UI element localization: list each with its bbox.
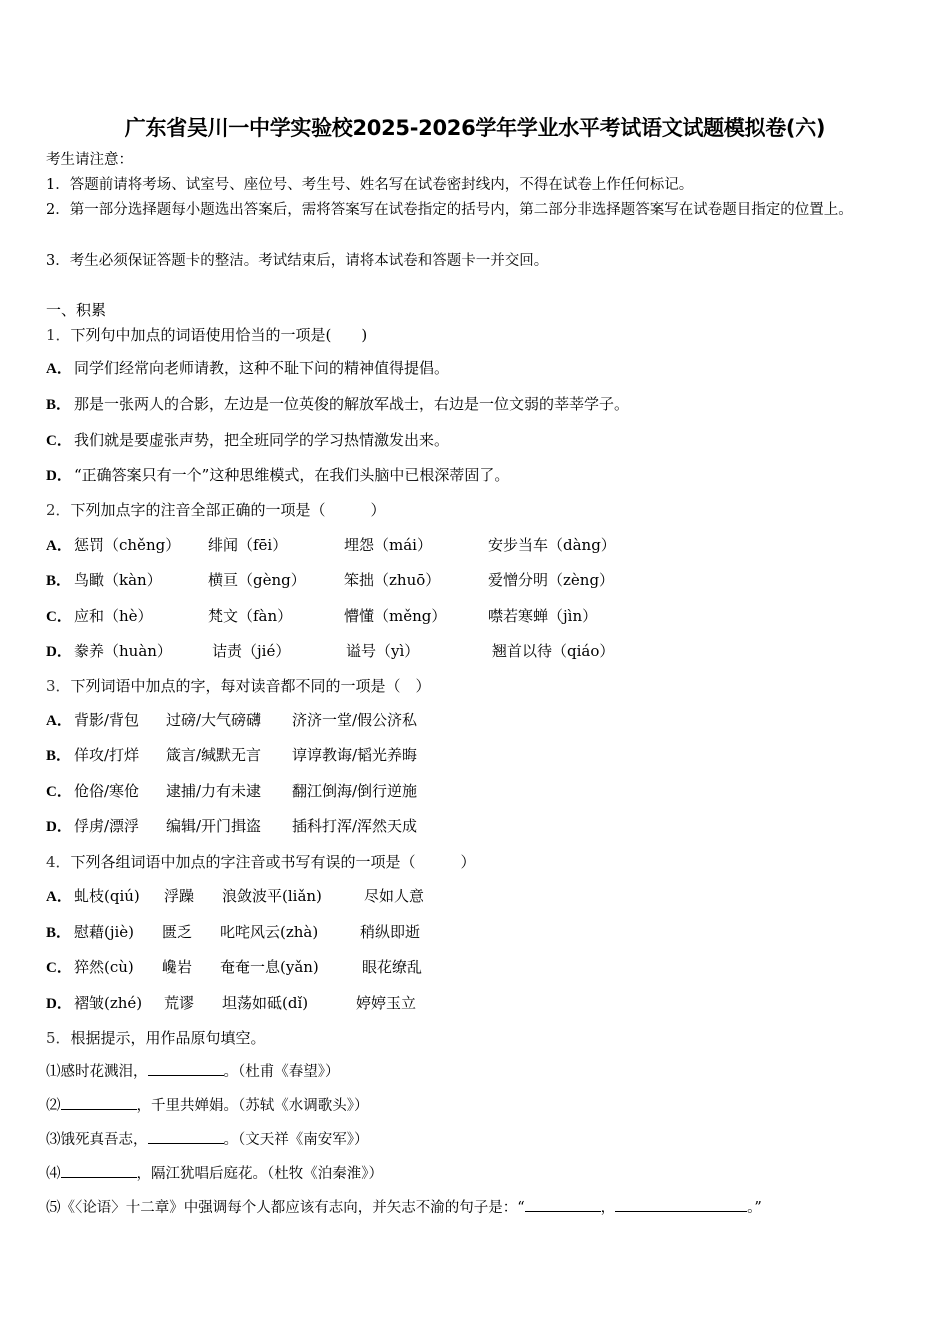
- q3-option-c: [46, 781, 926, 803]
- answer-blank[interactable]: [61, 1163, 137, 1178]
- page-title: 广东省吴川一中学实验校2025-2026学年学业水平考试语文试题模拟卷(六): [124, 116, 826, 140]
- option-cell: 鸟瞰（kàn）: [74, 571, 162, 589]
- option-cell: 稍纵即逝: [360, 923, 421, 941]
- option-cell: 横亘（gèng）: [208, 571, 306, 589]
- option-label: A．: [46, 889, 72, 905]
- option-cell: 谥号（yì）: [346, 642, 420, 660]
- q5-item-4: [46, 1163, 383, 1184]
- answer-blank[interactable]: [525, 1197, 601, 1212]
- option-cell: 浪敛波平(liǎn): [222, 887, 322, 905]
- q1-option-c: [46, 430, 449, 451]
- option-cell: 婷婷玉立: [356, 994, 417, 1012]
- option-cell: 插科打浑/浑然天成: [292, 817, 418, 835]
- q1-option-b: [46, 394, 629, 415]
- option-cell: 佯攻/打烊: [74, 746, 140, 764]
- option-label: A．: [46, 538, 72, 554]
- option-cell: 懵懂（měng）: [344, 607, 447, 625]
- option-label: A．: [46, 713, 72, 729]
- question-number: 1．: [46, 326, 71, 344]
- option-cell: 爱憎分明（zèng）: [488, 571, 615, 589]
- option-text: 同学们经常向老师请教，这种不耻下问的精神值得提倡。: [74, 359, 450, 377]
- option-cell: 安步当车（dàng）: [488, 536, 616, 554]
- option-label: B．: [46, 748, 72, 764]
- option-label: A．: [46, 361, 72, 377]
- option-cell: 巉岩: [162, 958, 193, 976]
- option-cell: 笨拙（zhuō）: [344, 571, 441, 589]
- option-cell: 虬枝(qiú): [74, 887, 140, 905]
- fill-suffix: 。（杜甫《春望》）: [223, 1064, 340, 1080]
- option-cell: 背影/背包: [74, 711, 140, 729]
- option-cell: 匮乏: [162, 923, 193, 941]
- option-cell: 济济一堂/假公济私: [292, 711, 418, 729]
- q2-option-b: [46, 570, 926, 592]
- notice-heading: 考生请注意：: [46, 152, 133, 168]
- option-label: B．: [46, 925, 72, 941]
- fill-middle: ，: [600, 1200, 616, 1216]
- option-cell: 惩罚（chěng）: [74, 536, 181, 554]
- option-label: D．: [46, 819, 72, 835]
- option-cell: 翘首以待（qiáo）: [492, 642, 615, 660]
- question-1: [46, 325, 367, 345]
- fill-suffix: 。（文天祥《南安军》）: [223, 1132, 369, 1148]
- option-cell: 过磅/大气磅礴: [166, 711, 262, 729]
- option-cell: 猝然(cù): [74, 958, 134, 976]
- option-cell: 眼花缭乱: [362, 958, 423, 976]
- q1-option-d: [46, 465, 509, 486]
- notice-item-1: 1．答题前请将考场、试室号、座位号、考生号、姓名写在试卷密封线内，不得在试卷上作任何标记。: [46, 177, 694, 193]
- question-stem: 下列词语中加点的字，每对读音都不同的一项是（ ）: [70, 677, 431, 695]
- answer-blank[interactable]: [61, 1095, 137, 1110]
- q4-option-a: [46, 886, 926, 908]
- q2-option-d: [46, 641, 926, 663]
- option-label: C．: [46, 960, 72, 976]
- option-cell: 诘责（jié）: [212, 642, 291, 660]
- fill-prefix: ⑶饿死真吾志，: [46, 1132, 148, 1148]
- option-label: B．: [46, 573, 72, 589]
- q4-option-b: [46, 922, 926, 944]
- option-cell: 梵文（fàn）: [208, 607, 293, 625]
- question-2: [46, 500, 386, 520]
- option-label: D．: [46, 644, 72, 660]
- q4-option-c: [46, 957, 926, 979]
- q5-item-2: [46, 1095, 369, 1116]
- option-cell: 尽如人意: [364, 887, 425, 905]
- notice-item-2: 2．第一部分选择题每小题选出答案后，需将答案写在试卷指定的括号内，第二部分非选择题答案写在试卷题目指定的位置上。: [46, 202, 853, 218]
- q5-item-3: [46, 1129, 369, 1150]
- option-cell: 荒谬: [164, 994, 195, 1012]
- option-cell: 慰藉(jiè): [74, 923, 135, 941]
- question-stem: 根据提示，用作品原句填空。: [70, 1029, 266, 1047]
- option-cell: 埋怨（mái）: [344, 536, 432, 554]
- fill-suffix: ，千里共婵娟。（苏轼《水调歌头》）: [136, 1098, 369, 1114]
- option-cell: 绯闻（fēi）: [208, 536, 288, 554]
- answer-blank[interactable]: [148, 1129, 224, 1144]
- q3-option-b: [46, 745, 926, 767]
- q3-option-a: [46, 710, 926, 732]
- question-number: 4．: [46, 853, 71, 871]
- question-number: 3．: [46, 677, 71, 695]
- option-text: “正确答案只有一个”这种思维模式，在我们头脑中已根深蒂固了。: [74, 466, 510, 484]
- notice-item-3: 3．考生必须保证答题卡的整洁。考试结束后，请将本试卷和答题卡一并交回。: [46, 253, 549, 269]
- option-cell: 豢养（huàn）: [74, 642, 172, 660]
- option-label: D．: [46, 996, 72, 1012]
- question-stem: 下列加点字的注音全部正确的一项是（ ）: [70, 501, 386, 519]
- q4-option-d: [46, 993, 926, 1015]
- option-cell: 浮躁: [164, 887, 195, 905]
- option-cell: 谆谆教诲/韬光养晦: [292, 746, 418, 764]
- option-cell: 应和（hè）: [74, 607, 153, 625]
- option-cell: 叱咤风云(zhà): [220, 923, 319, 941]
- question-stem: 下列句中加点的词语使用恰当的一项是( ): [70, 326, 368, 344]
- option-cell: 褶皱(zhé): [74, 994, 143, 1012]
- fill-suffix: 。”: [747, 1200, 762, 1216]
- question-number: 2．: [46, 501, 71, 519]
- q3-option-d: [46, 816, 926, 838]
- question-3: [46, 676, 431, 696]
- option-cell: 噤若寒蝉（jìn）: [488, 607, 598, 625]
- question-number: 5．: [46, 1029, 71, 1047]
- option-label: D．: [46, 468, 72, 484]
- section-heading: 一、积累: [46, 301, 107, 319]
- q1-option-a: [46, 358, 449, 379]
- q5-item-1: [46, 1061, 340, 1082]
- answer-blank[interactable]: [615, 1197, 747, 1212]
- option-text: 我们就是要虚张声势，把全班同学的学习热情激发出来。: [74, 431, 450, 449]
- option-cell: 翻江倒海/倒行逆施: [292, 782, 418, 800]
- option-cell: 伧俗/寒伧: [74, 782, 140, 800]
- question-4: [46, 852, 476, 872]
- q2-option-c: [46, 606, 926, 628]
- option-cell: 箴言/缄默无言: [166, 746, 262, 764]
- fill-prefix: ⑴感时花溅泪，: [46, 1064, 148, 1080]
- option-cell: 坦荡如砥(dǐ): [222, 994, 309, 1012]
- fill-prefix: ⑸《〈论语〉十二章》中强调每个人都应该有志向，并矢志不渝的句子是：“: [46, 1200, 525, 1216]
- fill-suffix: ，隔江犹唱后庭花。（杜牧《泊秦淮》）: [136, 1166, 383, 1182]
- option-cell: 俘虏/漂浮: [74, 817, 140, 835]
- fill-prefix: ⑵: [46, 1098, 61, 1114]
- option-text: 那是一张两人的合影，左边是一位英俊的解放军战士，右边是一位文弱的莘莘学子。: [74, 395, 630, 413]
- option-label: C．: [46, 609, 72, 625]
- option-cell: 编辑/开门揖盗: [166, 817, 262, 835]
- answer-blank[interactable]: [148, 1061, 224, 1076]
- option-label: C．: [46, 433, 72, 449]
- option-label: B．: [46, 397, 72, 413]
- q2-option-a: [46, 535, 926, 557]
- question-5: [46, 1028, 266, 1048]
- option-cell: 逮捕/力有未逮: [166, 782, 262, 800]
- q5-item-5: [46, 1197, 762, 1218]
- option-cell: 奄奄一息(yǎn): [220, 958, 319, 976]
- question-stem: 下列各组词语中加点的字注音或书写有误的一项是（ ）: [70, 853, 476, 871]
- fill-prefix: ⑷: [46, 1166, 61, 1182]
- option-label: C．: [46, 784, 72, 800]
